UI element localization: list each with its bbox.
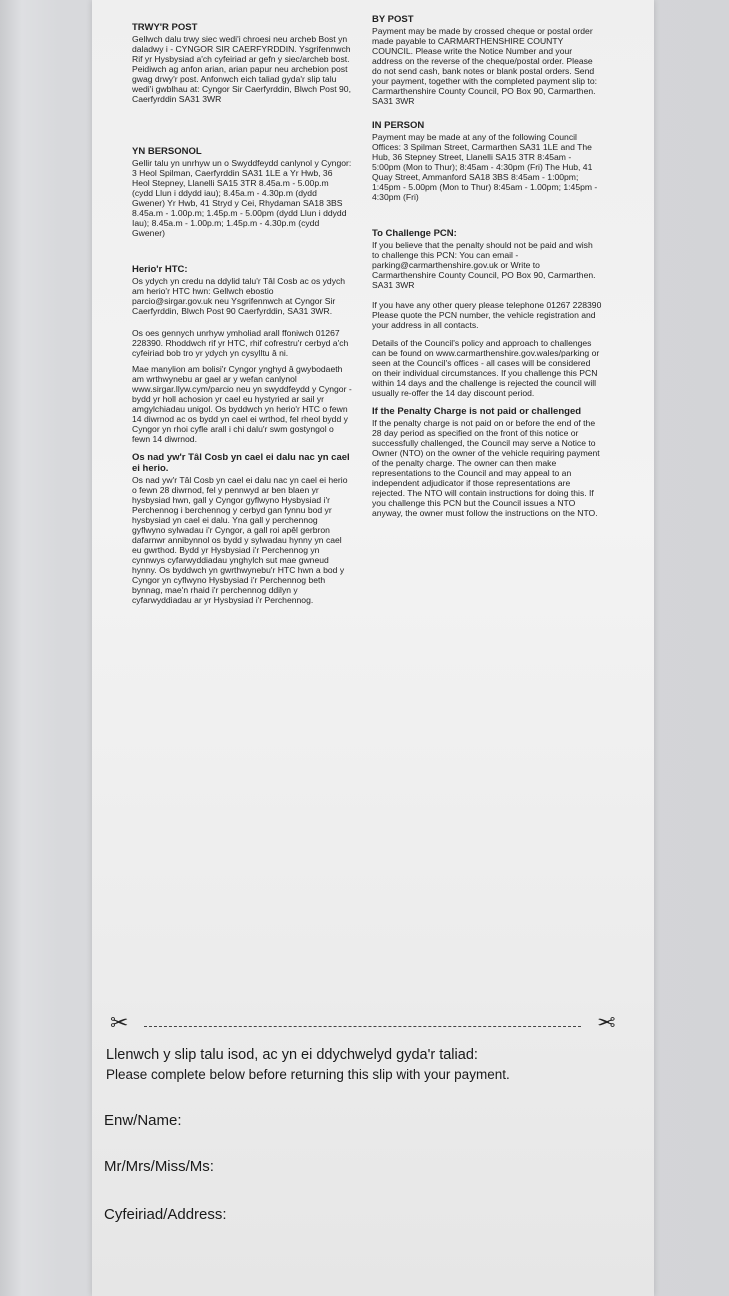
section-heading: TRWY'R POST [132,22,198,33]
section-text: Mae manylion am bolisi'r Cyngor ynghyd â gwybodaeth am wrthwynebu ar gael ar y wefan canlynol www.sirgar.llyw.cym/parcio neu yn swyddfeydd y Cyngor - bydd yr holl achosion yr cael eu hystyried ar sail yr amgylchiadau unigol. Os byddwch yn herio'r HTC o fewn 14 diwrnod ac os bydd yn cael ei wrthod, fel rheol bydd y Cyngor yn rhoi cyfle arall i chi dalu'r swm gostyngol o fewn 14 diwrnod. [132,364,352,444]
section-heading: Os nad yw'r Tâl Cosb yn cael ei dalu nac yn cael ei herio. [132,452,350,474]
section-heading: IN PERSON [372,120,425,131]
section-in-person-welsh [132,146,352,238]
section-text: If you believe that the penalty should not be paid and wish to challenge this PCN: You can email - parking@carmarthenshire.gov.uk or Write to Carmarthenshire County Council, PO Box 90, Carmarthen. SA31 3WR [372,240,596,290]
section-challenge-welsh [132,264,352,444]
section-text: If you have any other query please telephone 01267 228390 Please quote the PCN number, the vehicle registration and your address in all contacts. [372,300,602,330]
slip-instruction-english: Please complete below before returning this slip with your payment. [106,1067,510,1082]
section-text: Payment may be made at any of the following Council Offices: 3 Spilman Street, Carmarthen SA31 1LE and The Hub, 36 Stepney Street, Llanelli SA15 3TR 8:45am - 5:00pm (Mon to Thur); 8:45am - 4:30pm (Fri) The Hub, 41 Quay Street, Ammanford SA18 3BS 8:45am - 1:00pm; 1:45pm - 5.00pm (Mon to Thur) 8:45am - 1.00pm; 1:45pm - 4:30pm (Fri) [372,132,598,202]
section-text: If the penalty charge is not paid on or before the end of the 28 day period as specified on the front of this notice or successfully challenged, the Council may serve a Notice to Owner (NTO) on the owner of the vehicle requiring payment of the penalty charge. The owner can then make representations to the Council and may appeal to an independent adjudicator if those representations are rejected. The NTO will contain instructions for doing this. If you challenge this PCN but the Council issues a NTO anyway, the owner must follow the instructions on the NTO. [372,418,600,518]
section-heading: To Challenge PCN: [372,228,457,239]
section-text: Os nad yw'r Tâl Cosb yn cael ei dalu nac yn cael ei herio o fewn 28 diwrnod, fel y pennwyd ar ben blaen yr hysbysiad hwn, gall y Cyngor gyflwyno Hysbysiad i'r Perchennog i berchennog y cerbyd gan fynnu bod yr hysbysiad yn cael ei dalu. Yna gall y perchennog gyflwyno sylwadau i'r Cyngor, a gall roi apêl gerbron dafarnwr annibynnol os bydd y sylwadau hynny yn cael eu gwrthod. Bydd yr Hysbysiad i'r Perchennog yn cynnwys cyfarwyddiadau ynghylch sut mae gwneud hynny. Os byddwch yn gwrthwynebu'r HTC hwn a bod y Cyngor yn cyflwyno Hysbysiad i'r Perchennog beth bynnag, mae'n rhaid i'r perchennog ddilyn y cyfarwyddiadau ar yr Hysbysiad i'r Perchennog. [132,475,348,605]
title-field-label: Mr/Mrs/Miss/Ms: [104,1158,214,1175]
section-not-paid-welsh [132,452,352,605]
address-field-label: Cyfeiriad/Address: [104,1206,227,1223]
section-heading: If the Penalty Charge is not paid or challenged [372,406,582,417]
slip-instruction-welsh: Llenwch y slip talu isod, ac yn ei ddychwelyd gyda'r taliad: [106,1047,478,1063]
section-text: Os oes gennych unrhyw ymholiad arall ffoniwch 01267 228390. Rhoddwch rif yr HTC, rhif cofrestru'r cerbyd a'ch cyfeiriad bob tro yr ydych yn cysylltu â ni. [132,328,349,358]
section-text: Gellir talu yn unrhyw un o Swyddfeydd canlynol y Cyngor: 3 Heol Spilman, Caerfyrddin SA31 1LE a Yr Hwb, 36 Heol Stepney, Llanelli SA15 3TR 8.45a.m - 5.00p.m (cydd Llun i ddydd iau); 8.45a.m - 4.30p.m (dydd Gwener) Yr Hwb, 41 Stryd y Cei, Rhydaman SA18 3BS 8.45a.m - 1.00p.m; 1.45p.m - 5.00pm (dydd Llun i ddydd Iau); 8.45a.m - 1.00p.m; 1.45p.m - 4.30p.m (cydd Gwener) [132,158,352,238]
section-by-post-welsh [132,22,352,104]
name-field-label: Enw/Name: [104,1112,182,1129]
section-heading: YN BERSONOL [132,146,202,157]
english-column [372,14,602,518]
section-in-person [372,120,602,202]
cut-line [110,1010,615,1035]
section-not-paid [372,406,602,518]
section-text: Gellwch dalu trwy siec wedi'i chroesi neu archeb Bost yn daladwy i - CYNGOR SIR CAERFYRDDIN. Ysgrifennwch Rif yr Hysbysiad a'ch cyfeiriad ar gefn y siec/archeb bost. Peidiwch ag anfon arian, arian papur neu archebion post gwag drwy'r post. Anfonwch eich taliad gyda'r slip talu wedi'i gwblhau at: Cyngor Sir Caerfyrddin, Blwch Post 90, Caerfyrddin SA31 3WR [132,34,351,104]
section-by-post [372,14,602,106]
section-text: Os ydych yn credu na ddylid talu'r Tâl Cosb ac os ydych am herio'r HTC hwn: Gellwch ebostio parcio@sirgar.gov.uk neu Ysgrifennwch at Cyngor Sir Caerfyrddin, Blwch Post 90 Caerfyrddin, SA31 3WR. [132,276,346,316]
scissors-icon: ✂ [110,1010,129,1035]
section-text: Details of the Council's policy and approach to challenges can be found on www.carmarthenshire.gov.wales/parking or seen at the Council's offices - all cases will be considered on their individual circumstances. If you challenge this PCN within 14 days and the challenge is rejected the council will usually re-offer the 14 day discount period. [372,338,600,398]
section-challenge [372,228,602,398]
section-heading: Herio'r HTC: [132,264,188,275]
welsh-column [132,22,352,605]
section-text: Payment may be made by crossed cheque or postal order made payable to CARMARTHENSHIRE COUNTY COUNCIL. Please write the Notice Number and your address on the reverse of the cheque/postal order. Please do not send cash, bank notes or blank postal orders. Send your payment, together with the completed payment slip to: Carmarthenshire County Council, PO Box 90, Carmarthen. SA31 3WR [372,26,597,106]
dashed-divider [144,1026,581,1027]
section-heading: BY POST [372,14,414,25]
scissors-icon: ✂ [596,1010,615,1035]
